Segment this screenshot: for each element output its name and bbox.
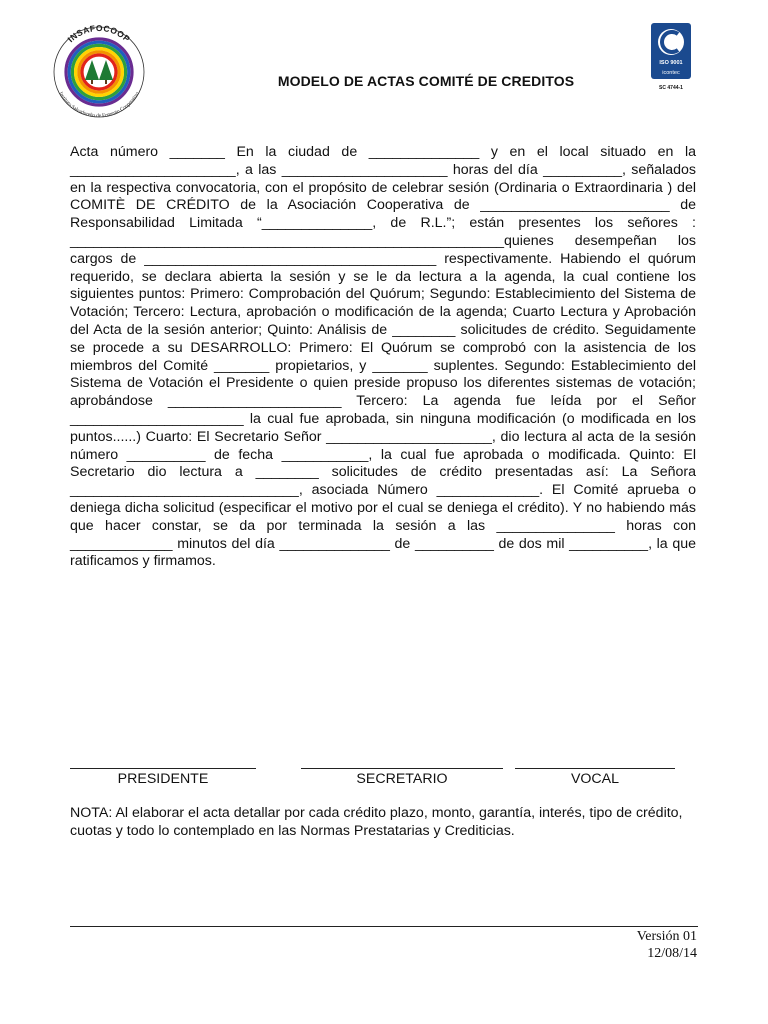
svg-text:Instituto Salvadoreño de Fomen: Instituto Salvadoreño de Fomento Cooperativo — [57, 90, 141, 118]
insafocoop-logo — [46, 20, 152, 118]
svg-text:ISO 9001: ISO 9001 — [659, 60, 683, 66]
version-label: Versión 01 — [636, 929, 697, 944]
signature-label-secretary: SECRETARIO — [301, 768, 503, 787]
svg-text:icontec: icontec — [662, 70, 680, 76]
act-body — [70, 144, 696, 571]
version-block — [560, 928, 697, 962]
svg-text:INSAFOCOOP: INSAFOCOOP — [65, 22, 133, 45]
note-text: NOTA: Al elaborar el acta detallar por cada crédito plazo, monto, garantía, interés, tipo de crédito, cuotas y todo lo contemplado en las Normas Prestatarias y Crediticias. — [70, 805, 683, 839]
signature-secretary — [301, 752, 503, 787]
svg-text:SC 4744-1: SC 4744-1 — [659, 85, 683, 91]
act-paragraph: Acta número _______ En la ciudad de ______________ y en el local situado en la _____________________, a las _____________________ horas del día __________, señalados en la respectiva convocatoria, con el propósito de celebrar sesión (Ordinaria o Extraordinaria ) del COMITÈ DE CRÉDITO de la Asociación Cooperativa de ________________________ de Responsabilidad Limitada “______________, de R.L.”; están presentes los señores : _______________________________________________________quienes desempeñan los cargos de _____________________________________ respectivamente. Habiendo el quórum requerido, se declara abierta la sesión y se le da lectura a la agenda, la cual contiene los siguientes puntos: Primero: Comprobación del Quórum; Segundo: Establecimiento del Sistema de Votación; Tercero: Lectura, aprobación o modificación de la agenda; Cuarto Lectura y Aprobación del Acta de la sesión anterior; Quinto: Análisis de ________ solicitudes de crédito. Seguidamente se procede a su DESARROLLO: Primero: El Quórum se comprobó con la asistencia de los miembros del Comité _______ propietarios, y _______ suplentes. Segundo: Establecimiento del Sistema de Votación el Presidente o quien preside propuso los diferentes sistemas de votación; aprobándose ______________________ Tercero: La agenda fue leída por el Señor ______________________ la cual fue aprobada, sin ninguna modificación (o modificada en los puntos......) Cuarto: El Secretario Señor _____________________, dio lectura al acta de la sesión número __________ de fecha ___________, la cual fue aprobada o modificada. Quinto: El Secretario dio lectura a ________ solicitudes de crédito presentadas así: La Señora _____________________________, asociada Número _____________. El Comité aprueba o deniega dicha solicitud (especificar el motivo por el cual se deniega el crédito). Y no habiendo más que hacer constar, se da por terminada la sesión a las _______________ horas con _____________ minutos del día ______________ de __________ de dos mil __________, la que ratificamos y firmamos. — [70, 144, 696, 570]
signature-label-vocal: VOCAL — [515, 768, 675, 787]
signature-vocal — [515, 752, 675, 787]
signature-label-president: PRESIDENTE — [70, 768, 256, 787]
version-date: 12/08/14 — [647, 946, 697, 961]
signature-president — [70, 752, 256, 787]
footer-divider — [70, 926, 698, 927]
document-title: MODELO DE ACTAS COMITÉ DE CREDITOS — [277, 73, 575, 89]
